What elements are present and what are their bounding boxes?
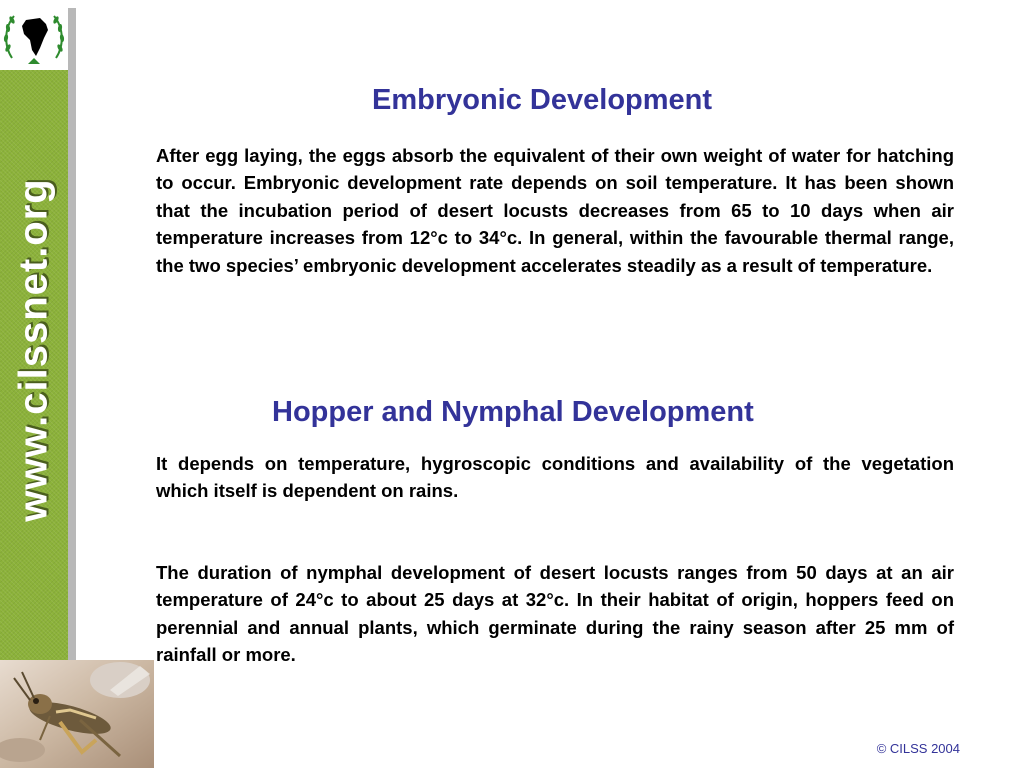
cilss-logo xyxy=(0,0,68,70)
locust-photo xyxy=(0,660,154,768)
paragraph-nymphal-duration: The duration of nymphal development of desert locusts ranges from 50 days at an air temperature of 24°c to about 25 days at 32°c. In their habitat of origin, hoppers feed on perennial and annual plants, which germinate during the rainy season after 25 mm of rainfall or more. xyxy=(156,562,954,666)
sidebar-shadow xyxy=(68,8,76,660)
copyright-footer: © CILSS 2004 xyxy=(876,741,960,756)
paragraph-hopper-dependencies: It depends on temperature, hygroscopic conditions and availability of the vegetation which itself is dependent on rains. xyxy=(156,453,954,502)
title-hopper-nymphal-development: Hopper and Nymphal Development xyxy=(272,396,754,428)
title-embryonic-development: Embryonic Development xyxy=(372,84,713,116)
website-url: www.cilssnet.org xyxy=(11,178,56,522)
paragraph-embryonic: After egg laying, the eggs absorb the equivalent of their own weight of water for hatching to occur. Embryonic development rate depends on soil temperature. It has been shown that the incubation period of desert locusts decreases from 65 to 10 days when air temperature increases from 12°c to 34°c. In general, within the favourable thermal range, the two species’ embryonic development accelerates steadily as a result of temperature. xyxy=(156,145,954,276)
